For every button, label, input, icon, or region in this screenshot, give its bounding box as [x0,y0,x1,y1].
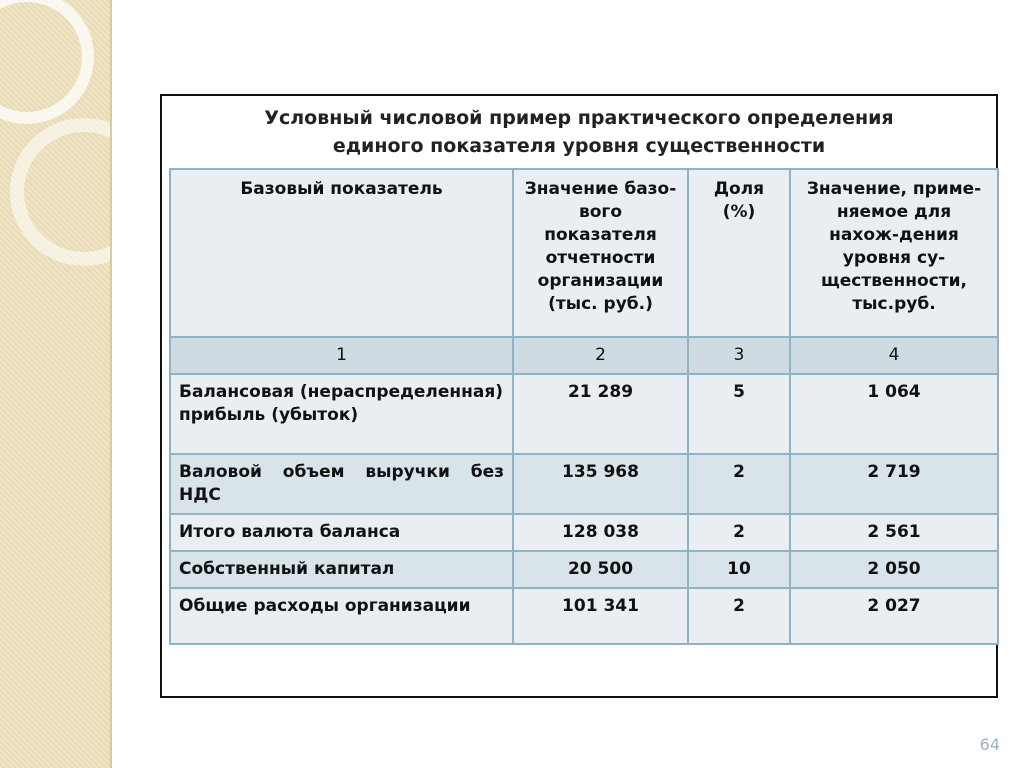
decorative-side-strip [0,0,112,768]
indicator-cell: Итого валюта баланса [170,514,513,551]
share-cell: 2 [688,454,790,514]
share-cell: 2 [688,588,790,644]
slide-title [162,104,996,160]
table-header-row [170,169,998,337]
applied-cell: 2 561 [790,514,998,551]
indicator-cell: Балансовая (нераспределенная) прибыль (убыток) [170,374,513,454]
title-line-1: Условный числовой пример практического определения [264,107,894,129]
header-cell: Значение, приме-няемое для нахож-дения уровня су-щественности, тыс.руб. [790,169,998,337]
slide-frame [160,94,998,698]
index-cell: 1 [170,337,513,374]
index-cell: 4 [790,337,998,374]
value-cell: 21 289 [513,374,688,454]
index-cell: 2 [513,337,688,374]
table-row [170,551,998,588]
share-cell: 10 [688,551,790,588]
title-line-2: единого показателя уровня существенности [332,135,826,157]
header-cell: Базовый показатель [170,169,513,337]
share-cell: 5 [688,374,790,454]
column-index-row [170,337,998,374]
table-row [170,374,998,454]
applied-cell: 2 027 [790,588,998,644]
decorative-ring [10,118,112,266]
value-cell: 101 341 [513,588,688,644]
page-number: 64 [979,735,1000,754]
applied-cell: 2 719 [790,454,998,514]
share-cell: 2 [688,514,790,551]
value-cell: 20 500 [513,551,688,588]
header-cell: Значение базо-вого показателя отчетности организации (тыс. руб.) [513,169,688,337]
decorative-ring [0,0,94,124]
applied-cell: 2 050 [790,551,998,588]
value-cell: 128 038 [513,514,688,551]
applied-cell: 1 064 [790,374,998,454]
value-cell: 135 968 [513,454,688,514]
materiality-table [169,168,999,645]
indicator-cell: Собственный капитал [170,551,513,588]
table-row [170,454,998,514]
table-row [170,588,998,644]
table-row [170,514,998,551]
header-cell: Доля (%) [688,169,790,337]
indicator-cell: Валовой объем выручки без НДС [170,454,513,514]
indicator-cell: Общие расходы организации [170,588,513,644]
index-cell: 3 [688,337,790,374]
